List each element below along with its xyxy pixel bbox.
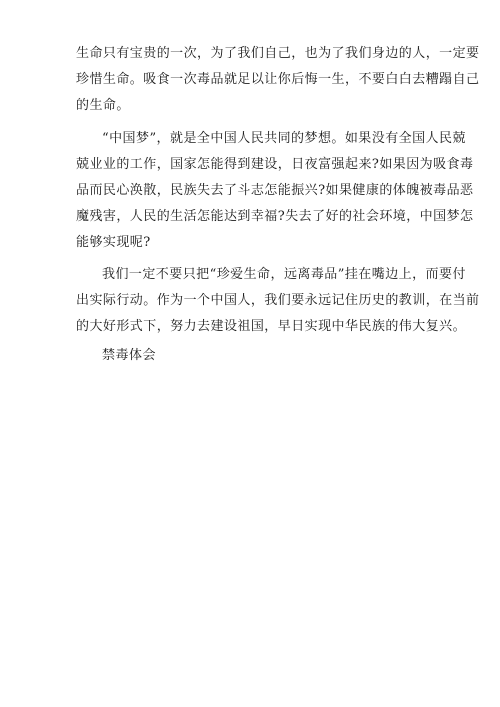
paragraph-2-line-4: 魔残害，人民的生活怎能达到幸福?失去了好的社会环境，中国梦怎 <box>76 209 474 224</box>
paragraph-3-line-1: 我们一定不要只把“珍爱生命，远离毒品”挂在嘴边上，而要付 <box>102 267 466 282</box>
paragraph-3-line-2: 出实际行动。作为一个中国人，我们要永远记住历史的教训，在当前 <box>76 293 480 308</box>
paragraph-2-line-5: 能够实现呢? <box>76 235 151 250</box>
section-heading: 禁毒体会 <box>102 348 157 363</box>
paragraph-2-line-2: 兢业业的工作，国家怎能得到建设，日夜富强起来?如果因为吸食毒 <box>76 157 474 172</box>
paragraph-1-line-2: 珍惜生命。吸食一次毒品就足以让你后悔一生，不要白白去糟蹋自己 <box>76 72 480 87</box>
paragraph-2-line-1: “中国梦”，就是全中国人民共同的梦想。如果没有全国人民兢 <box>102 131 466 146</box>
paragraph-1-line-3: 的生命。 <box>76 98 130 113</box>
paragraph-3-line-3: 的大好形式下，努力去建设祖国，早日实现中华民族的伟大复兴。 <box>76 319 467 334</box>
paragraph-2-line-3: 品而民心涣散，民族失去了斗志怎能振兴?如果健康的体魄被毒品恶 <box>76 183 474 198</box>
paragraph-1-line-1: 生命只有宝贵的一次，为了我们自己，也为了我们身边的人，一定要 <box>76 46 480 61</box>
